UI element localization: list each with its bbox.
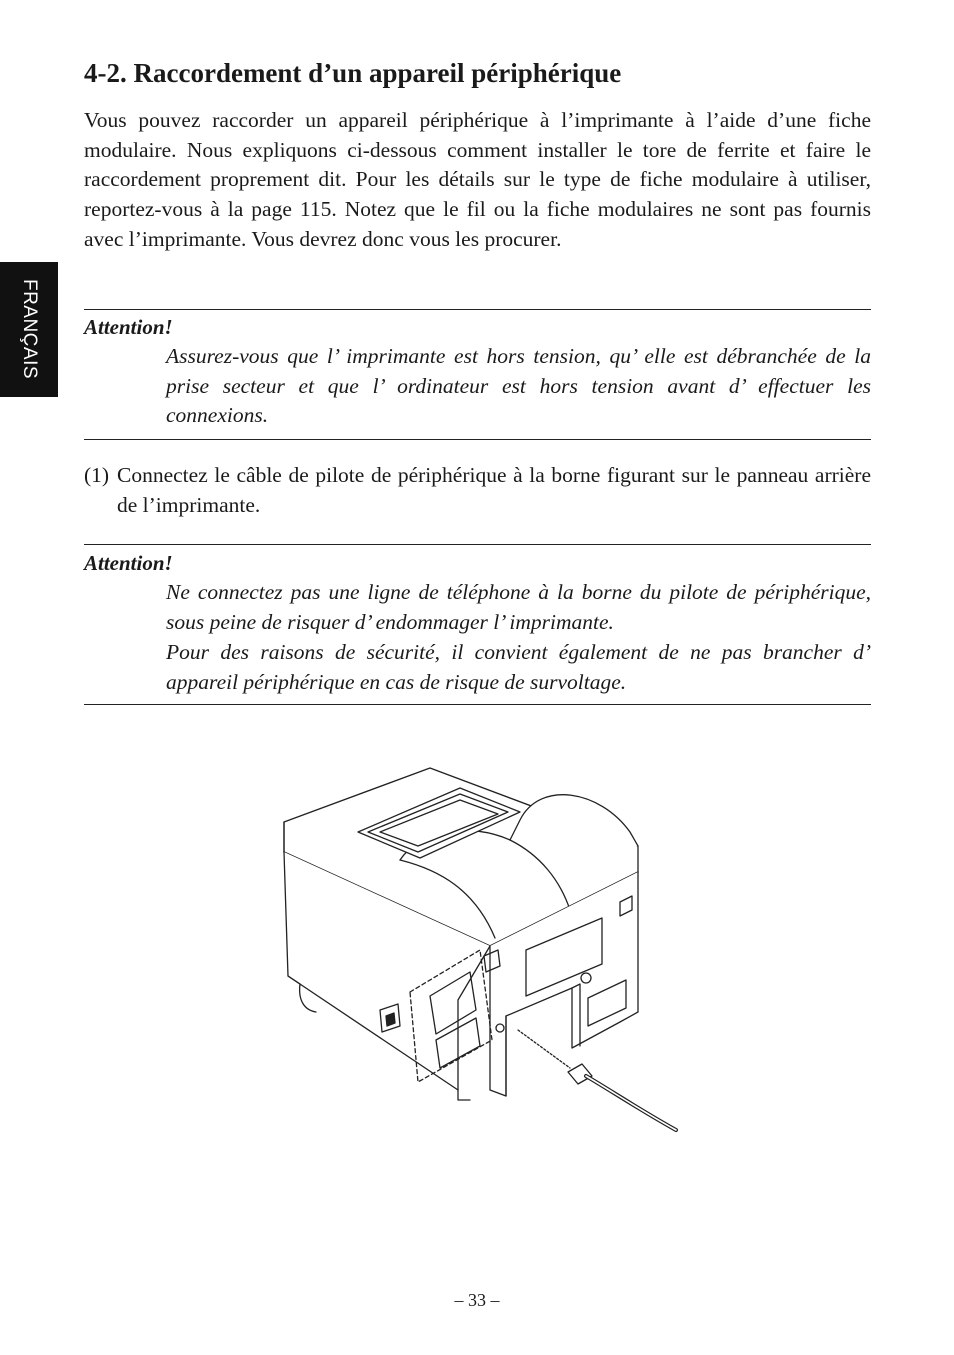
- attention-body-1: Assurez-vous que l’ imprimante est hors tension, qu’ elle est débranchée de la prise secteur et que l’ ordinateur est hors tension avant d’ effectuer les connexions.: [166, 344, 871, 428]
- language-tab: [0, 262, 58, 397]
- divider-top-1: [84, 309, 871, 310]
- language-tab-label: FRANÇAIS: [19, 278, 40, 380]
- attention-body-2b: Pour des raisons de sécurité, il convient également de ne pas brancher d’ appareil périphérique en cas de risque de survoltage.: [166, 640, 871, 694]
- printer-connection-illustration: [270, 760, 690, 1140]
- attention-body-2a: Ne connectez pas une ligne de téléphone à la borne du pilote de périphérique, sous peine de risquer d’ endommager l’ imprimante.: [166, 580, 871, 634]
- step-1: [84, 461, 871, 520]
- step-1-number: (1): [84, 463, 110, 487]
- step-1-text: Connectez le câble de pilote de périphérique à la borne figurant sur le panneau arrière de l’imprimante.: [117, 463, 871, 517]
- page-number: – 33 –: [454, 1290, 500, 1310]
- section-heading: 4-2. Raccordement d’un appareil périphérique: [84, 58, 622, 88]
- divider-bottom-2: [84, 704, 871, 705]
- attention-title-2: Attention!: [84, 551, 173, 575]
- divider-top-2: [84, 544, 871, 545]
- divider-bottom-1: [84, 439, 871, 440]
- intro-paragraph: Vous pouvez raccorder un appareil périphérique à l’imprimante à l’aide d’une fiche modulaire. Nous expliquons ci-dessous comment installer le tore de ferrite et faire le raccordement proprement dit. Pour les détails sur le type de fiche modulaire à utiliser, reportez-vous à la page 115. Notez que le fil ou la fiche modulaires ne sont pas fournis avec l’imprimante. Vous devrez donc vous les procurer.: [84, 108, 871, 251]
- attention-title-1: Attention!: [84, 315, 173, 339]
